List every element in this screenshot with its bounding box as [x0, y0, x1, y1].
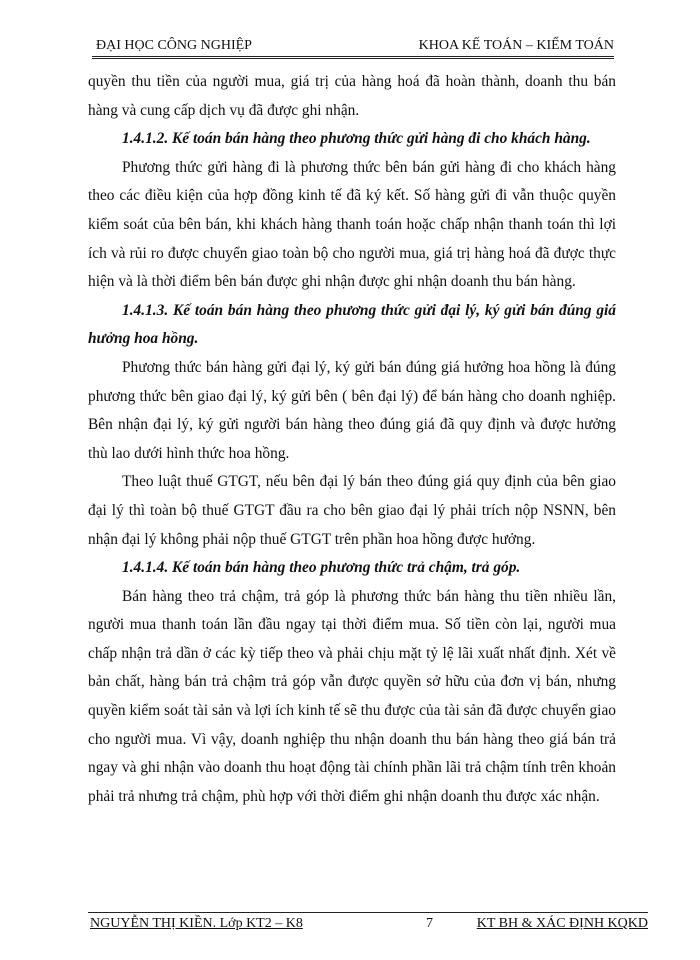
paragraph-consignment: Phương thức gửi hàng đi là phương thức bên bán gửi hàng đi cho khách hàng theo các điều kiện của hợp đồng kinh tế đã ký kết. Số hàng gửi đi vẫn thuộc quyền kiểm soát của bên bán, khi khách hàng thanh toán hoặc chấp nhận thanh toán thì lợi ích và rủi ro được chuyển giao toàn bộ cho người mua, giá trị hàng hoá đã được thực hiện và là thời điểm bên bán được ghi nhận được ghi nhận doanh thu bán hàng.: [88, 158, 616, 291]
section-heading-1-4-1-4: 1.4.1.4. Kế toán bán hàng theo phương thức trả chậm, trả góp.: [122, 559, 521, 577]
section-heading-1-4-1-2: 1.4.1.2. Kế toán bán hàng theo phương thức gửi hàng đi cho khách hàng.: [122, 130, 591, 148]
page-number: 7: [426, 916, 433, 931]
footer-author: NGUYỄN THỊ KIỀN. Lớp KT2 – K8: [90, 916, 303, 931]
header-university: ĐẠI HỌC CÔNG NGHIỆP: [96, 38, 252, 53]
page-footer: [88, 912, 648, 935]
header-faculty: KHOA KẾ TOÁN – KIỂM TOÁN: [418, 38, 614, 53]
footer-title: KT BH & XÁC ĐỊNH KQKD: [476, 916, 648, 931]
paragraph-vat-law: Theo luật thuế GTGT, nếu bên đại lý bán theo đúng giá quy định của bên giao đại lý thì toàn bộ thuế GTGT đầu ra cho bên giao đại lý phải trích nộp NSNN, bên nhận đại lý không phải nộp thuế GTGT trên phần hoa hồng được hưởng.: [88, 473, 616, 548]
paragraph-agency-sales: Phương thức bán hàng gửi đại lý, ký gửi bán đúng giá hưởng hoa hồng là đúng phương thức bên giao đại lý, ký gửi bên ( bên đại lý) để bán hàng cho doanh nghiệp. Bên nhận đại lý, ký gửi người bán hàng theo đúng giá đã quy định và được hưởng thù lao dưới hình thức hoa hồng.: [88, 358, 616, 462]
paragraph-installment: Bán hàng theo trả chậm, trả góp là phương thức bán hàng thu tiền nhiều lần, người mua thanh toán lần đầu ngay tại thời điểm mua. Số tiền còn lại, người mua chấp nhận trả dần ở các kỳ tiếp theo và phải chịu mặt tỷ lệ lãi xuất nhất định. Xét về bản chất, hàng bán trả chậm trả góp vẫn được quyền sở hữu của đơn vị bán, nhưng quyền kiểm soát tài sản và lợi ích kinh tế sẽ thu được của tài sản đã được chuyển giao cho người mua. Vì vậy, doanh nghiệp thu nhận doanh thu bán hàng theo giá bán trả ngay và ghi nhận vào doanh thu hoạt động tài chính phần lãi trả chậm tính trên khoản phải trả nhưng trả chậm, phù hợp với thời điểm ghi nhận doanh thu được xác nhận.: [88, 587, 616, 805]
paragraph-continuation: quyền thu tiền của người mua, giá trị của hàng hoá đã hoàn thành, doanh thu bán hàng và cung cấp dịch vụ đã được ghi nhận.: [88, 73, 616, 119]
section-heading-1-4-1-3: 1.4.1.3. Kế toán bán hàng theo phương thức gửi đại lý, ký gửi bán đúng giá hưởng hoa hồng.: [88, 301, 616, 348]
document-body: [88, 68, 616, 811]
page-header: [92, 36, 614, 59]
